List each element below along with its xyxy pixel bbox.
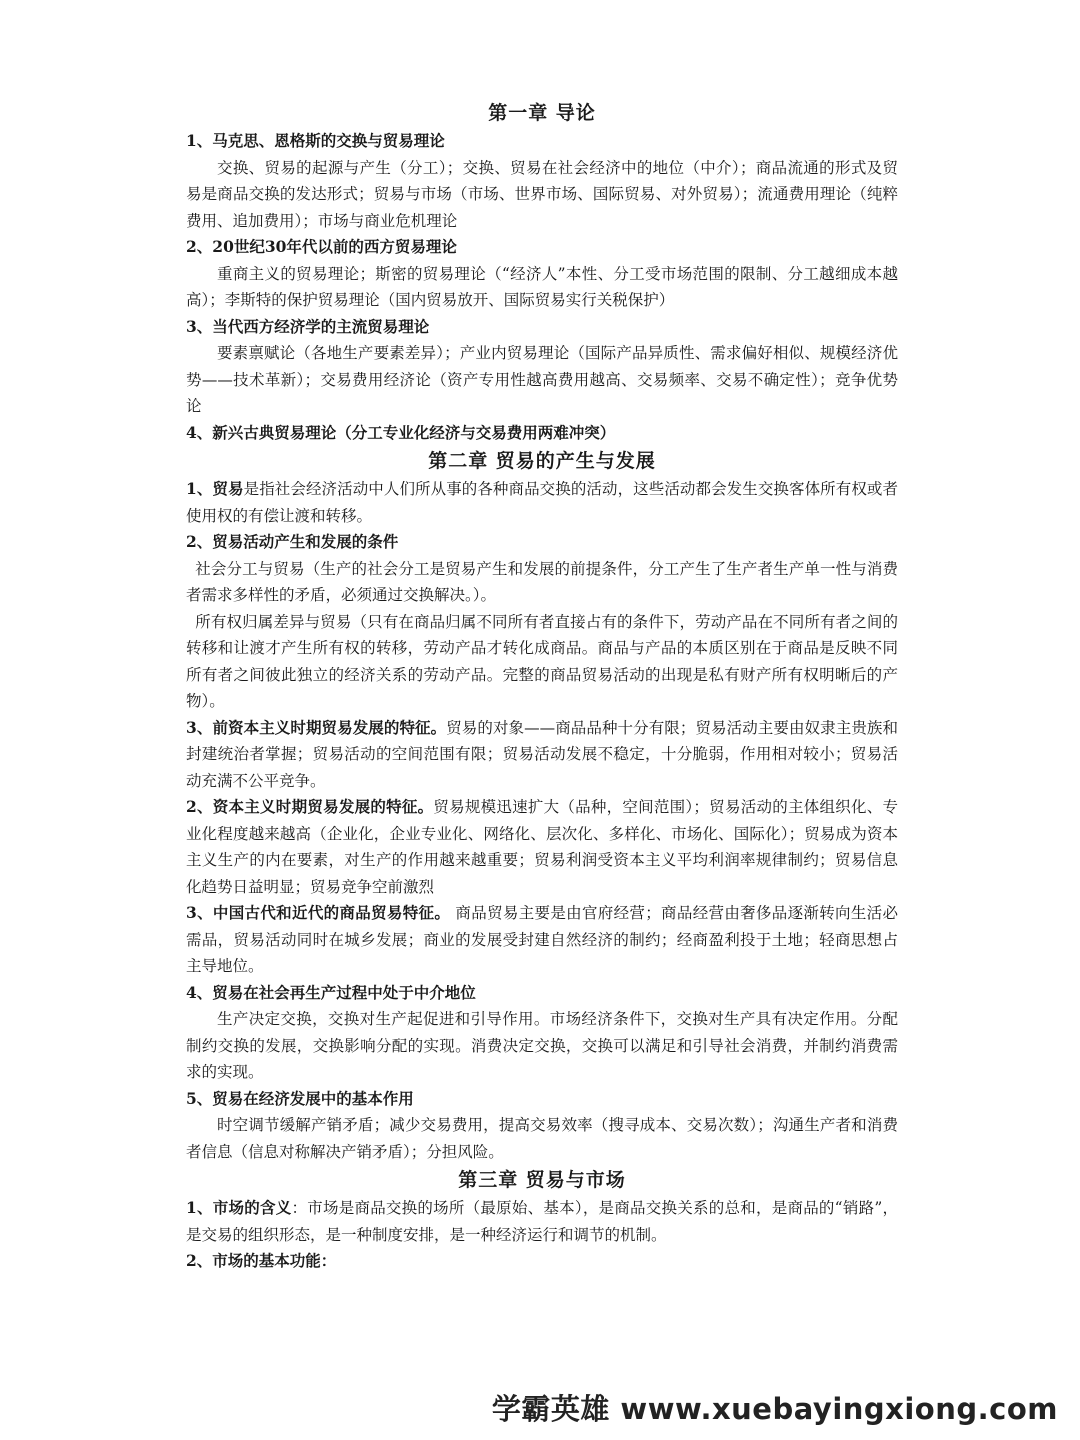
section-heading: 1、马克思、恩格斯的交换与贸易理论 [186,131,445,150]
paragraph [186,609,898,715]
paragraph [186,556,898,609]
paragraph-text: 是指社会经济活动中人们所从事的各种商品交换的活动，这些活动都会发生交换客体所有权或者使用权的有偿让渡和转移。 [186,480,898,525]
paragraph-lead: 1、市场的含义 [186,1198,292,1217]
paragraph-text: ：市场是商品交换的场所（最原始、基本），是商品交换关系的总和，是商品的“销路”，是交易的组织形态，是一种制度安排，是一种经济运行和调节的机制。 [186,1199,898,1244]
section-heading: 4、新兴古典贸易理论（分工专业化经济与交易费用两难冲突） [186,422,616,442]
paragraph-text: 商品贸易主要是由官府经营；商品经营由奢侈品逐渐转向生活必需品，贸易活动同时在城乡发展；商业的发展受封建自然经济的制约；经商盈利投于土地；轻商思想占主导地位。 [186,904,898,975]
paragraph [186,155,898,235]
paragraph-text: 所有权归属差异与贸易（只有在商品归属不同所有者直接占有的条件下，劳动产品在不同所有者之间的转移和让渡才产生所有权的转移，劳动产品才转化成商品。商品与产品的本质区别在于商品是反映不同所有者之间彼此独立的经济关系的劳动产品。完整的商品贸易活动的出现是私有财产所有权明晰后的产物）。 [186,612,898,710]
paragraph [186,1195,898,1248]
paragraph-lead: 3、前资本主义时期贸易发展的特征。 [186,717,447,737]
chapter-title: 第二章 贸易的产生与发展 [428,450,656,472]
paragraph [186,1006,898,1086]
section-heading: 5、贸易在经济发展中的基本作用 [186,1088,414,1108]
document-page [186,98,898,1275]
paragraph [186,476,898,529]
paragraph-text: 时空调节缓解产销矛盾；减少交易费用，提高交易效率（搜寻成本、交易次数）；沟通生产者和消费者信息（信息对称解决产销矛盾）；分担风险。 [186,1116,898,1161]
chapter-title: 第一章 导论 [488,102,596,124]
paragraph-lead: 3、中国古代和近代的商品贸易特征。 [186,903,451,922]
paragraph-text: 贸易的对象——商品品种十分有限；贸易活动主要由奴隶主贵族和封建统治者掌握；贸易活动的空间范围有限；贸易活动发展不稳定，十分脆弱，作用相对较小；贸易活动充满不公平竞争。 [186,718,898,790]
section-heading: 2、市场的基本功能： [186,1251,337,1270]
paragraph-text: 要素禀赋论（各地生产要素差异）；产业内贸易理论（国际产品异质性、需求偏好相似、规模经济优势——技术革新）；交易费用经济论（资产专用性越高费用越高、交易频率、交易不确定性）；竞争优势论 [186,344,898,415]
paragraph [186,1112,898,1165]
paragraph-text: 生产决定交换，交换对生产起促进和引导作用。市场经济条件下，交换对生产具有决定作用。分配制约交换的发展，交换影响分配的实现。消费决定交换，交换可以满足和引导社会消费，并制约消费需求的实现。 [186,1010,898,1081]
watermark: 学霸英雄 www.xuebayingxiong.com [491,1392,1058,1426]
paragraph-text: 贸易规模迅速扩大（品种，空间范围）；贸易活动的主体组织化、专业化程度越来越高（企业化，企业专业化、网络化、层次化、多样化、市场化、国际化）；贸易成为资本主义生产的内在要素，对生产的作用越来越重要；贸易利润受资本主义平均利润率规律制约；贸易信息化趋势日益明显；贸易竞争空前激烈 [186,798,898,896]
paragraph-text: 重商主义的贸易理论；斯密的贸易理论（“经济人”本性、分工受市场范围的限制、分工越细成本越高）；李斯特的保护贸易理论（国内贸易放开、国际贸易实行关税保护） [186,264,898,309]
paragraph [186,900,898,980]
paragraph-lead: 2、资本主义时期贸易发展的特征。 [186,797,434,816]
paragraph [186,794,898,900]
chapter-title: 第三章 贸易与市场 [458,1169,626,1191]
paragraph-text: 交换、贸易的起源与产生（分工）；交换、贸易在社会经济中的地位（中介）；商品流通的形式及贸易是商品交换的发达形式；贸易与市场（市场、世界市场、国际贸易、对外贸易）；流通费用理论（纯粹费用、追加费用）；市场与商业危机理论 [186,158,898,230]
section-heading: 2、20世纪30年代以前的西方贸易理论 [186,237,457,256]
section-heading: 3、当代西方经济学的主流贸易理论 [186,316,430,336]
paragraph [186,261,898,314]
section-heading: 4、贸易在社会再生产过程中处于中介地位 [186,982,476,1002]
section-heading: 2、贸易活动产生和发展的条件 [186,532,399,551]
paragraph-lead: 1、贸易 [186,479,244,498]
paragraph-text: 社会分工与贸易（生产的社会分工是贸易产生和发展的前提条件，分工产生了生产者生产单一性与消费者需求多样性的矛盾，必须通过交换解决。）。 [186,559,898,604]
paragraph [186,340,898,420]
paragraph [186,715,898,795]
